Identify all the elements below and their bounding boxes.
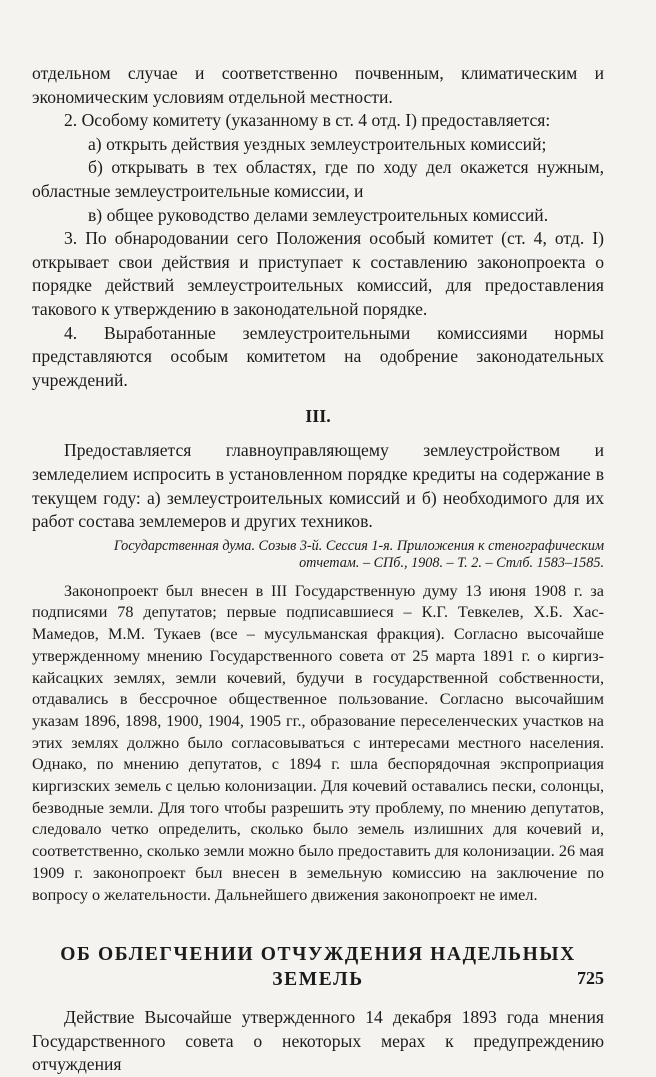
commentary-paragraph: Законопроект был внесен в III Государственную думу 13 июня 1908 г. за подписями 78 депутатов; первые подписавшиеся – К.Г. Тевкелев, Х.Б. Хас-Мамедов, М.М. Тукаев (все – мусульманская фракция). Согласно высочайше утвержденному мнению Государственного совета от 25 марта 1891 г. о киргиз-кайсацких землях, земли кочевий, будучи в государственной собственности, отдавались в бессрочное общественное пользование. Согласно высочайшим указам 1896, 1898, 1900, 1904, 1905 гг., образование переселенческих участков на этих землях должно было согласовываться с интересами местного населения. Однако, по мнению депутатов, с 1894 г. шла беспорядочная экспроприация киргизских земель с целью колонизации. Для кочевий оставались пески, солонцы, безводные земли. Для того чтобы разрешить эту проблему, по мнению депутатов, следовало четко определить, сколько было земель излишних для кочевий и, соответственно, сколько земли можно было предоставить для колонизации. 26 мая 1909 г. законопроект был внесен в земельную комиссию на заключение по вопросу о желательности. Дальнейшего движения законопроект не имел. (32, 581, 604, 904)
item-2v: в) общее руководство делами землеустроительных комиссий. (88, 204, 549, 225)
item-2b: б) открывать в тех областях, где по ходу дел окажется нужным, областные землеустроительные комиссии, и (32, 157, 604, 201)
item-2a: а) открыть действия уездных землеустроительных комиссий; (88, 133, 547, 154)
section-numeral: III. (305, 406, 331, 427)
final-paragraph: Действие Высочайше утвержденного 14 декабря 1893 года мнения Государственного совета о некоторых мерах к предупреждению отчуждения (32, 1007, 604, 1075)
source-citation-line-2: отчетам. – СПб., 1908. – Т. 2. – Стлб. 1583–1585. (299, 555, 604, 572)
source-citation (32, 538, 604, 573)
item-4: 4. Выработанные землеустроительными комиссиями нормы представляются особым комитетом на одобрение законодательных учреждений. (32, 322, 604, 390)
page-number: 725 (577, 968, 604, 988)
section-three-paragraph: Предоставляется главноуправляющему землеустройством и земледелием испросить в установленном порядке кредиты на содержание в текущем году: а) землеустроительных комиссий и б) необходимого для их работ состава землемеров и других техников. (32, 440, 604, 532)
source-citation-line-1: Государственная дума. Созыв 3-й. Сессия 1-я. Приложения к стенографическим (113, 537, 604, 554)
section-heading: ОБ ОБЛЕГЧЕНИИ ОТЧУЖДЕНИЯ НАДЕЛЬНЫХ ЗЕМЕЛЬ (60, 944, 576, 991)
item-2-intro: 2. Особому комитету (указанному в ст. 4 отд. I) предоставляется: (64, 110, 551, 131)
continuation-paragraph: отдельном случае и соответственно почвенным, климатическим и экономическим условиям отдельной местности. (32, 63, 604, 107)
item-3: 3. По обнародовании сего Положения особый комитет (ст. 4, отд. I) открывает свои действия и приступает к составлению законопроекта о порядке действий землеустроительных комиссий, для предоставления такового к утверждению в законодательной порядке. (32, 228, 604, 319)
